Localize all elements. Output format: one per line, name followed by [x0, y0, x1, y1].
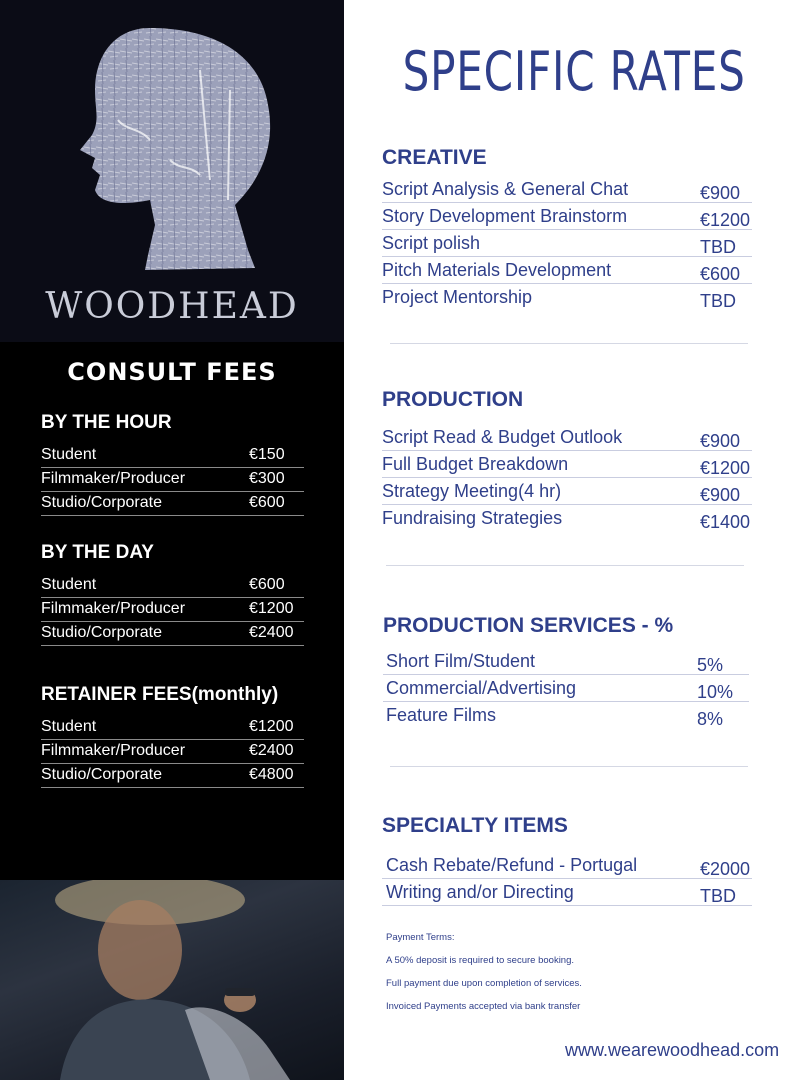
- rate-row: Script Analysis & General Chat €900: [382, 176, 752, 203]
- rate-row: Strategy Meeting(4 hr) €900: [382, 478, 752, 505]
- rate-heading: CREATIVE: [382, 146, 487, 169]
- fee-row: Studio/Corporate €600: [41, 492, 304, 516]
- fee-row: Studio/Corporate €2400: [41, 622, 304, 646]
- rate-row: Short Film/Student 5%: [383, 648, 749, 675]
- terms-line: A 50% deposit is required to secure booking.: [386, 955, 575, 966]
- fee-heading: BY THE HOUR: [41, 412, 172, 433]
- consult-fees-title: CONSULT FEES: [67, 358, 277, 386]
- terms-line: Invoiced Payments accepted via bank transfer: [386, 1001, 581, 1012]
- fee-heading: RETAINER FEES(monthly): [41, 684, 279, 705]
- section-divider: [390, 343, 748, 344]
- rate-row: Commercial/Advertising 10%: [383, 675, 749, 702]
- terms-heading: Payment Terms:: [386, 932, 455, 943]
- rate-row: Full Budget Breakdown €1200: [382, 451, 752, 478]
- fee-row: Filmmaker/Producer €300: [41, 468, 304, 492]
- payment-terms: [386, 932, 582, 1024]
- fee-heading: BY THE DAY: [41, 542, 154, 563]
- fee-row: Filmmaker/Producer €2400: [41, 740, 304, 764]
- rate-heading: SPECIALTY ITEMS: [382, 814, 568, 837]
- rate-row: Cash Rebate/Refund - Portugal €2000: [382, 852, 752, 879]
- logo-wordmark: WOODHEAD: [45, 286, 299, 327]
- rate-heading: PRODUCTION: [382, 388, 524, 411]
- website-link[interactable]: www.wearewoodhead.com: [565, 1040, 780, 1060]
- rate-row: Pitch Materials Development €600: [382, 257, 752, 284]
- photo-illustration: [0, 880, 344, 1080]
- terms-line: Full payment due upon completion of services.: [386, 978, 582, 989]
- section-divider: [386, 565, 744, 566]
- rate-row: Project Mentorship TBD: [382, 287, 736, 311]
- fee-section-retainer: [41, 684, 304, 788]
- rate-section-production: [382, 388, 752, 532]
- rate-row: Script polish TBD: [382, 230, 752, 257]
- rate-section-specialty: [382, 814, 752, 906]
- fee-section-hour: [41, 412, 304, 516]
- section-divider: [390, 766, 748, 767]
- fee-row: Student €150: [41, 444, 304, 468]
- fee-row: Student €1200: [41, 716, 304, 740]
- rate-row: Feature Films 8%: [386, 705, 724, 729]
- logo-panel: [0, 0, 344, 342]
- rate-section-creative: [382, 146, 752, 311]
- rate-row: Story Development Brainstorm €1200: [382, 203, 752, 230]
- rate-row: Writing and/or Directing TBD: [382, 879, 752, 906]
- fee-section-day: [41, 542, 304, 646]
- rate-section-services: [383, 614, 749, 729]
- left-column: [0, 0, 344, 1080]
- fee-row: Student €600: [41, 574, 304, 598]
- fee-row: Filmmaker/Producer €1200: [41, 598, 304, 622]
- specific-rates-title: SPECIFIC RATES: [402, 40, 746, 103]
- rate-row: Fundraising Strategies €1400: [382, 508, 751, 532]
- rate-row: Script Read & Budget Outlook €900: [382, 424, 752, 451]
- filmmaker-photo: [0, 880, 344, 1080]
- rate-heading: PRODUCTION SERVICES - %: [383, 614, 674, 637]
- fee-row: Studio/Corporate €4800: [41, 764, 304, 788]
